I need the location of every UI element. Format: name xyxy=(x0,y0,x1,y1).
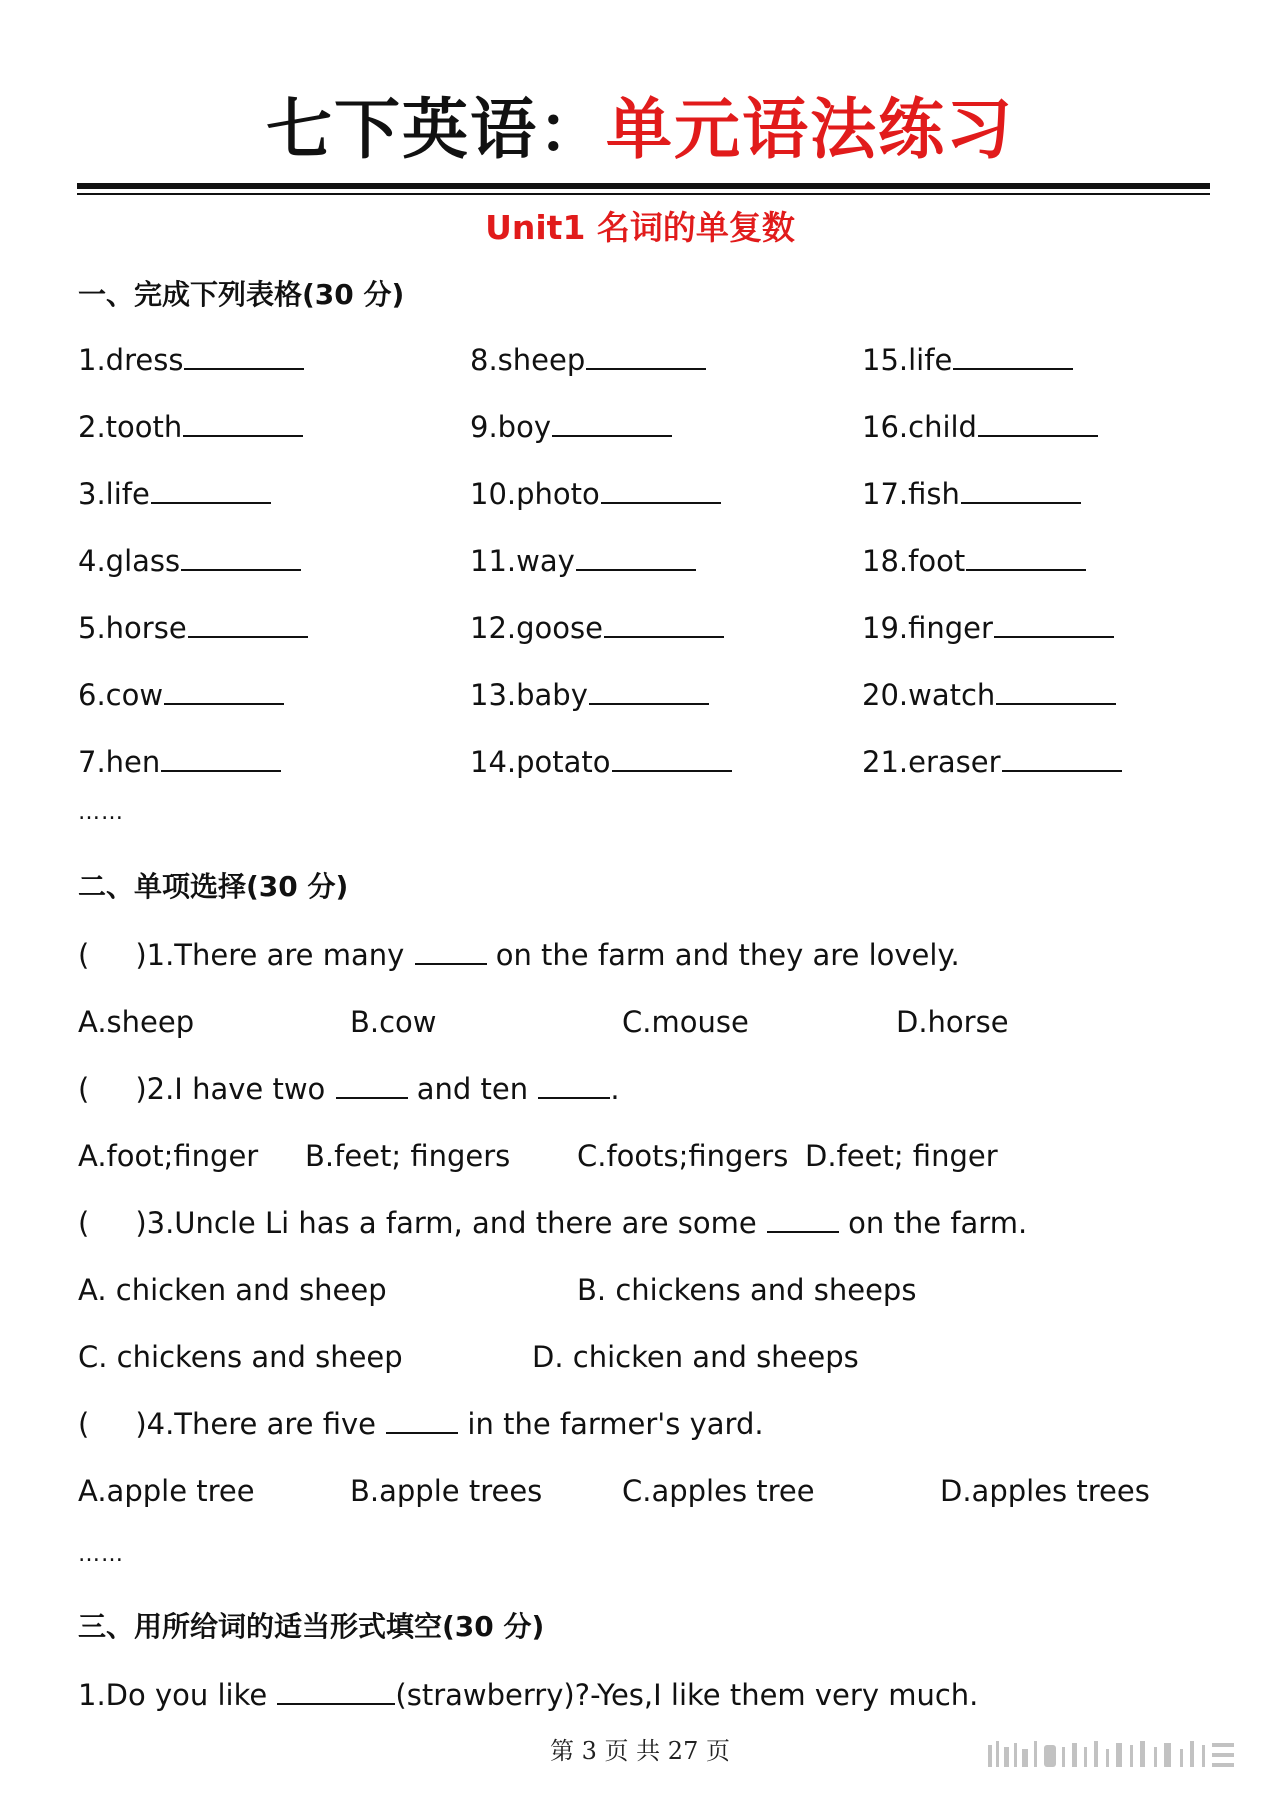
watermark-logo xyxy=(988,1737,1258,1773)
option-c[interactable]: C. chickens and sheep xyxy=(78,1340,403,1374)
question-text: )1.There are many xyxy=(135,938,414,972)
question-2-1 xyxy=(78,936,960,974)
table-item xyxy=(78,609,308,647)
word-label: 1.dress xyxy=(78,343,184,377)
question-2-2 xyxy=(78,1070,620,1108)
word-label: 16.child xyxy=(862,410,977,444)
word-label: 14.potato xyxy=(470,745,611,779)
answer-blank[interactable] xyxy=(996,677,1116,705)
question-text: and ten xyxy=(407,1072,538,1106)
answer-blank[interactable] xyxy=(161,744,281,772)
word-label: 20.watch xyxy=(862,678,996,712)
answer-blank[interactable] xyxy=(601,476,721,504)
word-label: 18.foot xyxy=(862,544,966,578)
section2-ellipsis: …… xyxy=(78,1542,124,1567)
word-label: 6.cow xyxy=(78,678,164,712)
word-label: 3.life xyxy=(78,477,150,511)
table-item xyxy=(470,475,721,513)
answer-blank[interactable] xyxy=(953,342,1073,370)
table-item xyxy=(78,542,301,580)
option-d[interactable]: D. chicken and sheeps xyxy=(532,1340,859,1374)
section1-ellipsis: …… xyxy=(78,800,124,825)
option-c[interactable]: C.foots;fingers xyxy=(577,1139,789,1173)
table-item xyxy=(470,743,732,781)
section1-heading: 一、完成下列表格(30 分) xyxy=(78,278,405,311)
question-text: )2.I have two xyxy=(135,1072,335,1106)
table-item xyxy=(470,609,724,647)
answer-blank[interactable] xyxy=(183,409,303,437)
answer-blank[interactable] xyxy=(188,610,308,638)
word-label: 21.eraser xyxy=(862,745,1001,779)
answer-blank[interactable] xyxy=(336,1071,408,1099)
table-item xyxy=(78,408,303,446)
question-2-3 xyxy=(78,1204,1027,1242)
answer-blank[interactable] xyxy=(277,1677,395,1705)
answer-blank[interactable] xyxy=(576,543,696,571)
question-text: (strawberry)?-Yes,I like them very much. xyxy=(395,1678,979,1712)
word-label: 19.finger xyxy=(862,611,993,645)
word-label: 17.fish xyxy=(862,477,960,511)
table-item xyxy=(862,542,1086,580)
table-item xyxy=(862,341,1073,379)
title-rule-thin xyxy=(77,193,1210,195)
option-d[interactable]: D.apples trees xyxy=(940,1474,1150,1508)
table-item xyxy=(78,676,284,714)
answer-blank[interactable] xyxy=(961,476,1081,504)
table-item xyxy=(470,408,672,446)
answer-paren: ( xyxy=(78,938,90,972)
question-text: in the farmer's yard. xyxy=(458,1407,764,1441)
page-footer: 第 3 页 共 27 页 xyxy=(550,1737,730,1765)
table-item xyxy=(862,609,1114,647)
unit-title: Unit1 名词的单复数 xyxy=(485,208,795,247)
word-label: 11.way xyxy=(470,544,575,578)
word-label: 15.life xyxy=(862,343,953,377)
answer-blank[interactable] xyxy=(164,677,284,705)
table-item xyxy=(862,475,1081,513)
answer-blank[interactable] xyxy=(604,610,724,638)
table-item xyxy=(470,341,706,379)
question-text: )3.Uncle Li has a farm, and there are some xyxy=(135,1206,766,1240)
table-item xyxy=(862,676,1116,714)
option-a[interactable]: A. chicken and sheep xyxy=(78,1273,387,1307)
answer-blank[interactable] xyxy=(966,543,1086,571)
answer-blank[interactable] xyxy=(589,677,709,705)
answer-paren: ( xyxy=(78,1407,90,1441)
answer-blank[interactable] xyxy=(181,543,301,571)
option-a[interactable]: A.sheep xyxy=(78,1005,195,1039)
option-b[interactable]: B.feet; fingers xyxy=(305,1139,511,1173)
option-b[interactable]: B.cow xyxy=(350,1005,437,1039)
answer-blank[interactable] xyxy=(1002,744,1122,772)
question-text: 1.Do you like xyxy=(78,1678,277,1712)
answer-blank[interactable] xyxy=(538,1071,610,1099)
word-label: 13.baby xyxy=(470,678,588,712)
answer-blank[interactable] xyxy=(586,342,706,370)
table-item xyxy=(470,676,709,714)
word-label: 10.photo xyxy=(470,477,600,511)
option-a[interactable]: A.apple tree xyxy=(78,1474,255,1508)
question-text: )4.There are five xyxy=(135,1407,386,1441)
option-c[interactable]: C.mouse xyxy=(622,1005,749,1039)
option-b[interactable]: B. chickens and sheeps xyxy=(577,1273,917,1307)
table-item xyxy=(78,475,271,513)
table-item xyxy=(470,542,696,580)
table-item xyxy=(78,341,304,379)
answer-blank[interactable] xyxy=(612,744,732,772)
answer-paren: ( xyxy=(78,1206,90,1240)
page-title xyxy=(0,90,1280,170)
answer-blank[interactable] xyxy=(994,610,1114,638)
section3-heading: 三、用所给词的适当形式填空(30 分) xyxy=(78,1610,545,1643)
answer-blank[interactable] xyxy=(978,409,1098,437)
table-item xyxy=(862,743,1122,781)
question-text: . xyxy=(610,1072,620,1106)
word-label: 12.goose xyxy=(470,611,603,645)
answer-blank[interactable] xyxy=(151,476,271,504)
option-a[interactable]: A.foot;finger xyxy=(78,1139,259,1173)
section2-heading: 二、单项选择(30 分) xyxy=(78,870,349,903)
question-2-4 xyxy=(78,1405,764,1443)
answer-blank[interactable] xyxy=(386,1406,458,1434)
option-c[interactable]: C.apples tree xyxy=(622,1474,815,1508)
answer-blank[interactable] xyxy=(767,1205,839,1233)
word-label: 4.glass xyxy=(78,544,181,578)
word-label: 9.boy xyxy=(470,410,551,444)
question-3-1 xyxy=(78,1676,978,1714)
table-item xyxy=(78,743,281,781)
option-b[interactable]: B.apple trees xyxy=(350,1474,543,1508)
word-label: 8.sheep xyxy=(470,343,586,377)
word-label: 7.hen xyxy=(78,745,161,779)
word-label: 5.horse xyxy=(78,611,187,645)
answer-blank[interactable] xyxy=(184,342,304,370)
title-black-part: 七下英语： xyxy=(266,91,606,168)
word-label: 2.tooth xyxy=(78,410,183,444)
answer-blank[interactable] xyxy=(415,937,487,965)
option-d[interactable]: D.feet; finger xyxy=(805,1139,998,1173)
question-text: on the farm and they are lovely. xyxy=(486,938,960,972)
answer-paren: ( xyxy=(78,1072,90,1106)
table-item xyxy=(862,408,1098,446)
answer-blank[interactable] xyxy=(552,409,672,437)
option-d[interactable]: D.horse xyxy=(896,1005,1009,1039)
title-rule-thick xyxy=(77,183,1210,189)
title-red-part: 单元语法练习 xyxy=(606,91,1014,168)
question-text: on the farm. xyxy=(838,1206,1028,1240)
